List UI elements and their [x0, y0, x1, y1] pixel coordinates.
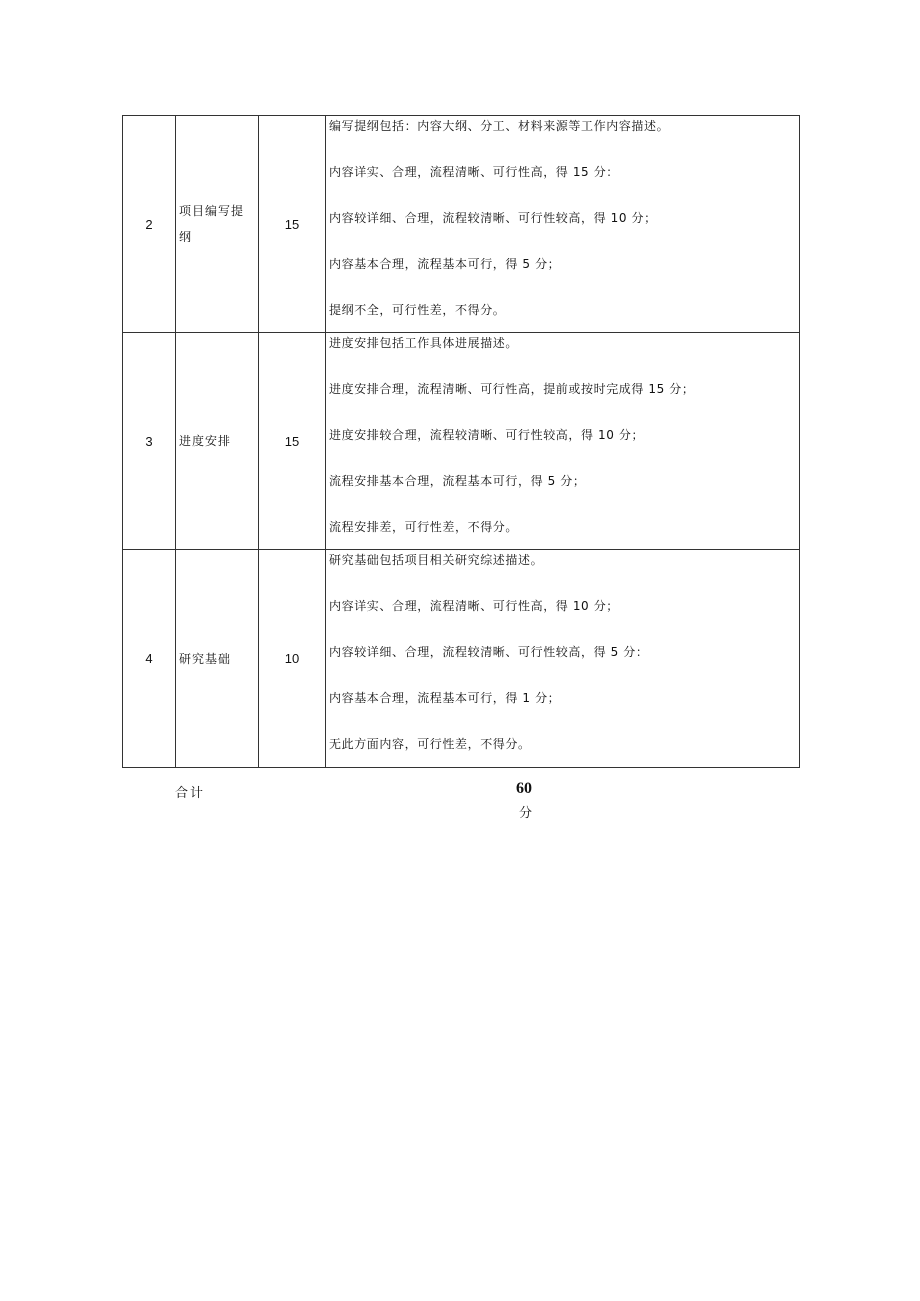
table-row — [123, 116, 800, 333]
row-item: 研究基础 — [176, 550, 259, 768]
row-item: 项目编写提纲 — [176, 116, 259, 333]
row-criteria — [326, 550, 800, 768]
row-number: 2 — [123, 116, 176, 333]
row-score: 15 — [259, 116, 326, 333]
criteria-line: 内容基本合理，流程基本可行，得 5 分； — [329, 257, 561, 271]
total-label: 合计 — [175, 786, 206, 801]
row-number: 3 — [123, 333, 176, 550]
criteria-line: 进度安排较合理，流程较清晰、可行性较高，得 10 分； — [329, 428, 645, 442]
criteria-line: 编写提纲包括：内容大纲、分工、材料来源等工作内容描述。 — [329, 119, 670, 133]
total-value: 60 — [516, 780, 532, 797]
criteria-line: 进度安排合理，流程清晰、可行性高，提前或按时完成得 15 分； — [329, 382, 695, 396]
criteria-line: 研究基础包括项目相关研究综述描述。 — [329, 553, 544, 567]
total-unit: 分 — [519, 806, 533, 821]
row-criteria — [326, 333, 800, 550]
row-number: 4 — [123, 550, 176, 768]
criteria-line: 内容较详细、合理，流程较清晰、可行性较高，得 5 分： — [329, 645, 649, 659]
criteria-line: 提纲不全，可行性差，不得分。 — [329, 303, 506, 317]
table-row — [123, 333, 800, 550]
criteria-line: 内容较详细、合理，流程较清晰、可行性较高，得 10 分； — [329, 211, 657, 225]
row-criteria — [326, 116, 800, 333]
criteria-line: 流程安排差，可行性差，不得分。 — [329, 520, 519, 534]
row-score: 15 — [259, 333, 326, 550]
table-row — [123, 550, 800, 768]
scoring-table — [122, 115, 800, 768]
row-item: 进度安排 — [176, 333, 259, 550]
criteria-line: 内容详实、合理，流程清晰、可行性高，得 10 分； — [329, 599, 619, 613]
criteria-line: 流程安排基本合理，流程基本可行，得 5 分； — [329, 474, 586, 488]
row-score: 10 — [259, 550, 326, 768]
criteria-line: 无此方面内容，可行性差，不得分。 — [329, 737, 531, 751]
criteria-line: 内容基本合理，流程基本可行，得 1 分； — [329, 691, 561, 705]
criteria-line: 内容详实、合理，流程清晰、可行性高，得 15 分： — [329, 165, 619, 179]
criteria-line: 进度安排包括工作具体进展描述。 — [329, 336, 519, 350]
